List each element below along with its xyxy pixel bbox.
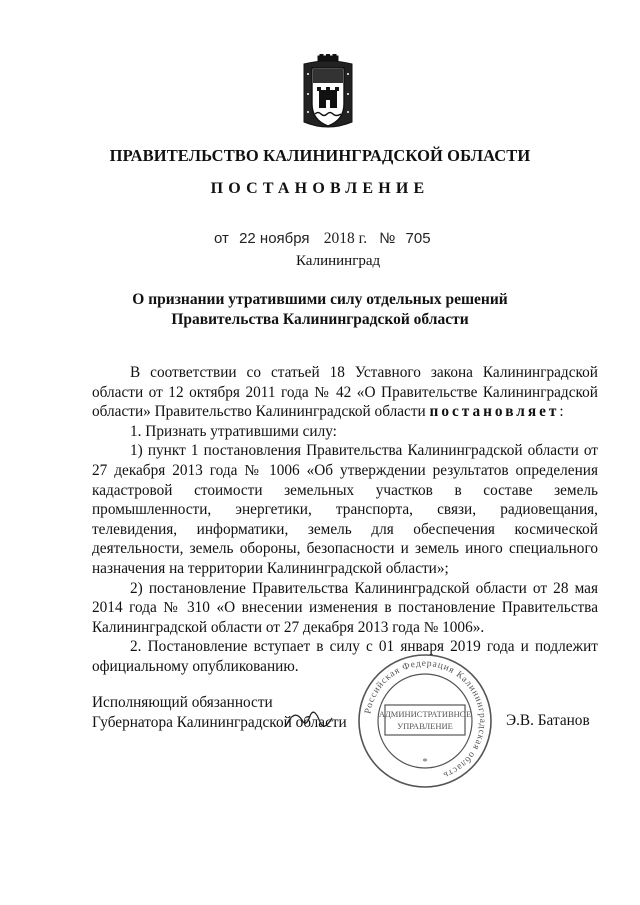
number-sign: № xyxy=(379,230,396,247)
signatory-name: Э.В. Батанов xyxy=(506,712,590,729)
government-title: ПРАВИТЕЛЬСТВО КАЛИНИНГРАДСКОЙ ОБЛАСТИ xyxy=(109,146,531,165)
item-1-title: 1. Признать утратившими силу: xyxy=(130,422,337,440)
decree-keyword: постановляет xyxy=(429,403,560,421)
item-1-subitem-2: 2) постановление Правительства Калининградской области от 28 мая 2014 года № 310 «О внесении изменения в постановление Правительства Калининградской области от 27 декабря 2013 года № 1006». xyxy=(92,579,598,636)
date-day-month: 22 ноября xyxy=(239,230,310,247)
intro-text: В соответствии со статьей 18 Уставного закона Калининградской области от 12 октября 2011 года № 42 «О Правительстве Калининградской области» Правительство Калининградской области xyxy=(92,364,598,421)
item-1-subitem-1: 1) пункт 1 постановления Правительства Калининградской области от 27 декабря 2013 года № 1006 «Об утверждении результатов определения кадастровой стоимости земельных участков в составе земель промышленности, энергетики, транспорта, связи, радиовещания, телевидения, информатики, земель для обеспечения космической деятельности, земель обороны, безопасности и земель иного специального назначения на территории Калининградской области»; xyxy=(92,442,598,577)
date-year: 2018 г. xyxy=(323,230,368,247)
document-subject xyxy=(0,290,640,330)
intro-paragraph xyxy=(92,363,598,422)
subject-line-1: О признании утратившими силу отдельных решений xyxy=(132,291,508,308)
position-line-1: Исполняющий обязанности xyxy=(92,694,273,711)
intro-end: : xyxy=(559,403,564,421)
stamp-star: * xyxy=(422,757,428,768)
document-number: 705 xyxy=(405,230,431,247)
document-body xyxy=(92,363,598,677)
document-type-heading: ПОСТАНОВЛЕНИЕ xyxy=(210,180,430,197)
subject-line-2: Правительства Калининградской области xyxy=(171,311,469,328)
item-2: 2. Постановление вступает в силу с 01 января 2019 года и подлежит официальному опубликованию. xyxy=(92,638,598,675)
city-name: Калининград xyxy=(296,253,381,269)
date-number-line xyxy=(214,230,431,248)
date-prefix: от xyxy=(214,230,229,247)
coat-of-arms-emblem xyxy=(298,54,358,134)
stamp-ring-text: Российская Федерация Калининградская область xyxy=(363,658,488,780)
stamp-center-line-2: УПРАВЛЕНИЕ xyxy=(397,721,453,731)
official-stamp xyxy=(355,651,495,791)
position-line-2: Губернатора Калининградской области xyxy=(92,713,347,731)
handwritten-signature xyxy=(280,698,360,738)
stamp-center-line-1: АДМИНИСТРАТИВНОЕ xyxy=(378,709,472,719)
